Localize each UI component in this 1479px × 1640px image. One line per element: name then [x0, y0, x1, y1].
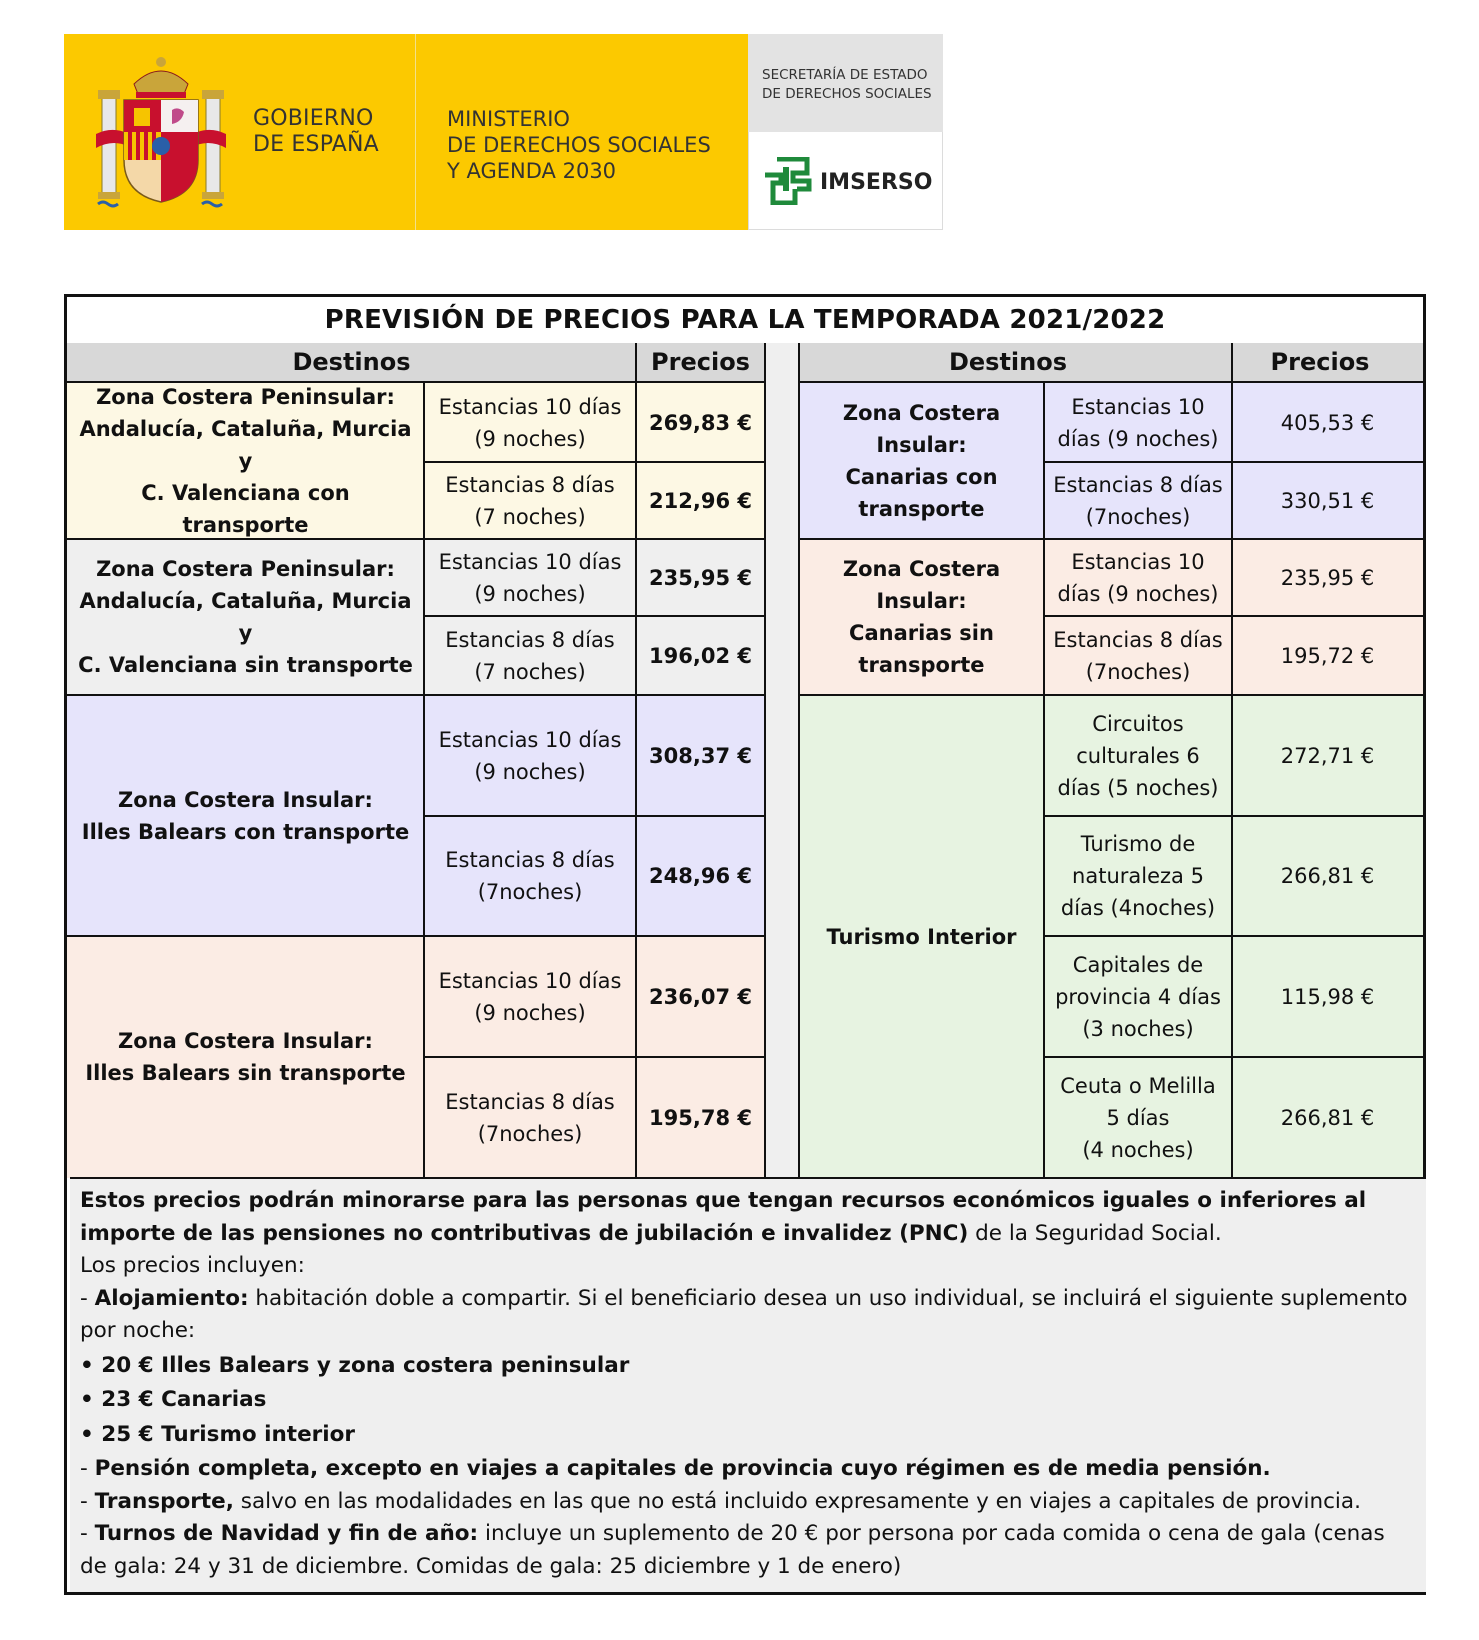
grid-line — [1043, 383, 1045, 1179]
stay-cell: Estancias 8 días (7noches) — [424, 816, 636, 936]
zone-canarias-con-transporte: Zona Costera Insular: Canarias con transporte — [799, 383, 1044, 539]
imserso-label: IMSERSO — [820, 170, 933, 195]
price-cell: 235,95 € — [1232, 539, 1423, 616]
zone-baleares-sin-transporte: Zona Costera Insular: Illes Balears sin transporte — [67, 936, 424, 1178]
stay-cell: Estancias 10 días (9 noches) — [1044, 383, 1232, 462]
left-precios-header: Precios — [636, 343, 765, 383]
price-cell: 330,51 € — [1232, 462, 1423, 539]
includes-heading: Los precios incluyen: — [80, 1253, 305, 1278]
stay-cell: Ceuta o Melilla 5 días (4 noches) — [1044, 1057, 1232, 1178]
stay-cell: Estancias 8 días (7 noches) — [424, 462, 636, 539]
pension-note: - Pensión completa, excepto en viajes a capitales de provincia cuyo régimen es de media pensión. — [80, 1456, 1271, 1481]
price-cell: 196,02 € — [636, 616, 765, 695]
price-cell: 248,96 € — [636, 816, 765, 936]
stay-cell: Estancias 10 días (9 noches) — [424, 539, 636, 616]
grid-line — [423, 615, 765, 617]
price-cell: 236,07 € — [636, 936, 765, 1057]
zone-peninsular-sin-transporte: Zona Costera Peninsular: Andalucía, Cataluña, Murcia y C. Valenciana sin transporte — [67, 539, 424, 695]
price-cell: 195,72 € — [1232, 616, 1423, 695]
table-title: PREVISIÓN DE PRECIOS PARA LA TEMPORADA 2021/2022 — [67, 297, 1423, 345]
price-cell: 272,71 € — [1232, 695, 1423, 816]
right-destinos-header: Destinos — [799, 343, 1217, 383]
stay-cell: Circuitos culturales 6 días (5 noches) — [1044, 695, 1232, 816]
grid-line — [423, 815, 765, 817]
zone-baleares-con-transporte: Zona Costera Insular: Illes Balears con transporte — [67, 695, 424, 936]
left-destinos-header: Destinos — [67, 343, 636, 383]
stay-cell: Capitales de provincia 4 días (3 noches) — [1044, 936, 1232, 1057]
grid-line — [1043, 935, 1423, 937]
zone-canarias-sin-transporte: Zona Costera Insular: Canarias sin transporte — [799, 539, 1044, 695]
notes-section — [70, 1177, 1426, 1592]
price-table — [64, 294, 1426, 1595]
price-cell: 266,81 € — [1232, 816, 1423, 936]
price-cell: 266,81 € — [1232, 1057, 1423, 1178]
stay-cell: Estancias 8 días (7 noches) — [424, 616, 636, 695]
grid-line — [1231, 343, 1233, 1179]
grid-line — [423, 1056, 765, 1058]
grid-line — [798, 694, 1423, 696]
stay-cell: Estancias 10 días (9 noches) — [424, 936, 636, 1057]
price-cell: 405,53 € — [1232, 383, 1423, 462]
price-cell: 115,98 € — [1232, 936, 1423, 1057]
stay-cell: Estancias 10 días (9 noches) — [1044, 539, 1232, 616]
price-cell: 308,37 € — [636, 695, 765, 816]
zone-peninsular-con-transporte: Zona Costera Peninsular: Andalucía, Cataluña, Murcia y C. Valenciana con transporte — [67, 383, 424, 539]
price-cell: 269,83 € — [636, 383, 765, 462]
stay-cell: Estancias 8 días (7noches) — [1044, 462, 1232, 539]
stay-cell: Estancias 8 días (7noches) — [1044, 616, 1232, 695]
grid-line — [1043, 461, 1423, 463]
price-cell: 195,78 € — [636, 1057, 765, 1178]
grid-line — [1043, 615, 1423, 617]
grid-line — [635, 343, 637, 1179]
zone-turismo-interior: Turismo Interior — [799, 695, 1044, 1178]
transporte-note: - Transporte, salvo en las modalidades en las que no está incluido expresamente y en viajes a capitales de provincia. — [80, 1488, 1361, 1514]
suplemento-item: • 20 € Illes Balears y zona costera peninsular — [80, 1352, 630, 1378]
imserso-logo-icon — [763, 157, 813, 205]
turnos-note: - Turnos de Navidad y fin de año: incluye un suplemento de 20 € por persona por cada comida o cena de gala (cenas de gala: 24 y 31 de diciembre. Comidas de gala: 25 diciembre y 1 de enero) — [80, 1521, 1385, 1579]
price-cell: 235,95 € — [636, 539, 765, 616]
price-cell: 212,96 € — [636, 462, 765, 539]
grid-line — [423, 461, 765, 463]
grid-line — [67, 935, 765, 937]
stay-cell: Estancias 10 días (9 noches) — [424, 383, 636, 462]
gobierno-label: GOBIERNO DE ESPAÑA — [253, 106, 379, 157]
stay-cell: Estancias 10 días (9 noches) — [424, 695, 636, 816]
right-precios-header: Precios — [1217, 343, 1423, 383]
intro-note: Estos precios podrán minorarse para las personas que tengan recursos económicos iguales o inferiores al importe de las pensiones no contributivas de jubilación e invalidez (PNC) de la Seguridad Social. — [80, 1188, 1367, 1246]
grid-line — [798, 538, 1423, 540]
alojamiento-note: - Alojamiento: habitación doble a compartir. Si el beneficiario desea un uso individual, se incluirá el siguiente suplemento por noche: — [80, 1285, 1408, 1343]
stay-cell: Turismo de naturaleza 5 días (4noches) — [1044, 816, 1232, 936]
grid-line — [67, 538, 765, 540]
secretaria-label: SECRETARÍA DE ESTADO DE DERECHOS SOCIALES — [762, 67, 932, 102]
ministerio-label: MINISTERIO DE DERECHOS SOCIALES Y AGENDA 2030 — [447, 107, 711, 183]
grid-line — [1043, 815, 1423, 817]
coat-of-arms-icon — [94, 54, 228, 214]
government-banner — [64, 34, 943, 230]
grid-line — [798, 343, 800, 1179]
suplemento-item: • 23 € Canarias — [80, 1387, 267, 1412]
grid-line — [67, 694, 765, 696]
grid-line — [423, 383, 425, 1179]
grid-line — [764, 343, 766, 1179]
suplemento-item: • 25 € Turismo interior — [80, 1421, 356, 1447]
stay-cell: Estancias 8 días (7noches) — [424, 1057, 636, 1178]
grid-line — [1043, 1056, 1423, 1058]
